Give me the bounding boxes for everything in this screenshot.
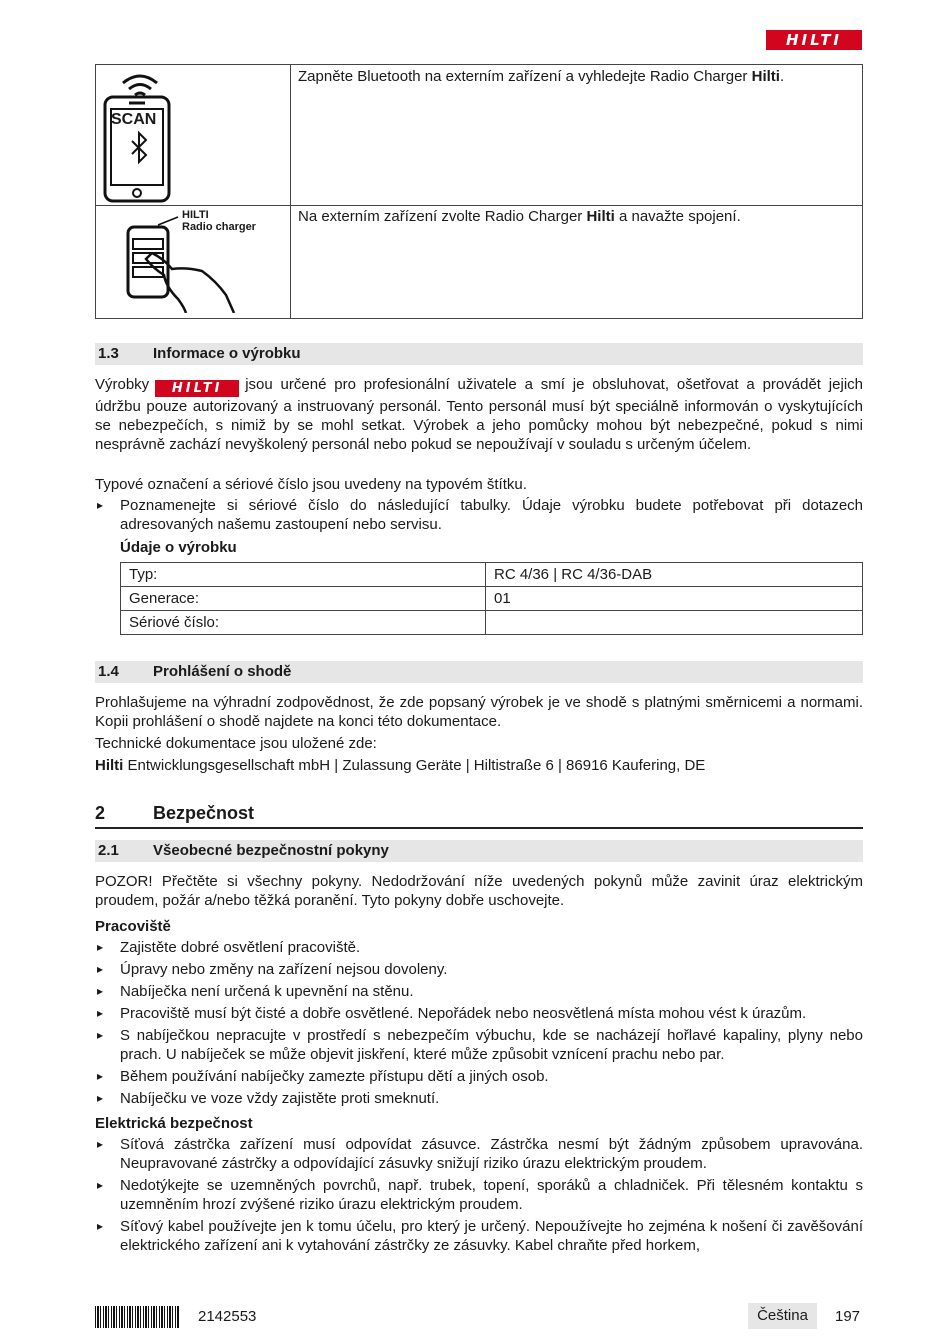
type-label-paragraph: Typové označení a sériové číslo jsou uvedeny na typovém štítku. <box>95 476 527 493</box>
table-cell-label: Generace: <box>121 587 486 611</box>
list-item: ▸ Poznamenejte si sériové číslo do následující tabulky. Údaje výrobku budete potřebovat při dotazech adresovaných našemu zastoupení nebo servisu. <box>95 496 863 534</box>
electrical-safety-subheading: Elektrická bezpečnost <box>95 1115 253 1132</box>
list-item: ▸ Nabíječka není určená k upevnění na stěnu. <box>95 982 863 1001</box>
list-item: ▸ Úpravy nebo změny na zařízení nejsou dovoleny. <box>95 960 863 979</box>
document-number: 2142553 <box>198 1308 257 1325</box>
serial-note-list <box>95 496 863 537</box>
phone-scan-icon <box>101 67 179 203</box>
workplace-list <box>95 938 863 1111</box>
list-item: ▸ S nabíječkou nepracujte v prostředí s nebezpečím výbuchu, kde se nacházejí hořlavé kapaliny, plyny nebo prach. U nabíječek se může objevit jiskření, které může způsobit vznícení prachu nebo par. <box>95 1026 863 1064</box>
list-item: ▸ Síťový kabel používejte jen k tomu účelu, pro který je určený. Nepoužívejte ho zejména k nošení či zavěšování elektrického zařízení ani k vytahování zástrčky ze zásuvky. Kabel chraňte před horkem, <box>95 1217 863 1255</box>
page-number: 197 <box>835 1308 861 1325</box>
section-heading-1-3: 1.3 Informace o výrobku <box>95 343 863 365</box>
table-cell-value: 01 <box>486 587 863 611</box>
product-data-title: Údaje o výrobku <box>120 539 237 556</box>
tech-docs-paragraph: Technické dokumentace jsou uložené zde: <box>95 735 377 752</box>
list-item: ▸ Síťová zástrčka zařízení musí odpovídat zásuvce. Zástrčka nesmí být žádným způsobem upravována. Neupravované zástrčky a odpovídající zásuvky snižují riziko úrazu elektrickým proudem. <box>95 1135 863 1173</box>
step-1-text: Zapněte Bluetooth na externím zařízení a vyhledejte Radio Charger Hilti. <box>298 68 785 85</box>
list-item: ▸ Během používání nabíječky zamezte přístupu dětí a jiných osob. <box>95 1067 863 1086</box>
safety-intro-paragraph: POZOR! Přečtěte si všechny pokyny. Nedodržování níže uvedených pokynů může zavinit úraz elektrickým proudem, požár a/nebo těžká poranění. Tyto pokyny dobře uschovejte. <box>95 873 863 909</box>
section-heading-2-1: 2.1 Všeobecné bezpečnostní pokyny <box>95 840 863 862</box>
hilti-logo: HILTI <box>766 30 862 50</box>
barcode-icon <box>95 1306 179 1328</box>
setup-steps-table <box>95 64 863 319</box>
list-item: ▸ Zajistěte dobré osvětlení pracoviště. <box>95 938 863 957</box>
scan-label: SCAN <box>111 111 157 128</box>
hilti-radio-charger-caption: HILTI Radio charger <box>182 209 256 233</box>
language-label: Čeština <box>748 1303 817 1329</box>
hilti-inline-logo: HILTI <box>155 380 239 397</box>
address-line: Hilti Entwicklungsgesellschaft mbH | Zulassung Geräte | Hiltistraße 6 | 86916 Kaufering, DE <box>95 757 706 774</box>
product-info-paragraph: Výrobky HILTI jsou určené pro profesionální uživatele a smí je obsluhovat, ošetřovat a provádět jejich údržbu pouze autorizovaný a instruovaný personál. Tento personál musí být speciálně informován o vyskytujících se nebezpečích, s nimiž by se mohl setkat. Výrobek a jeho pomůcky mohou být nebezpečné, pokud s nimi nesprávně zachází nevyškolený personál nebo pokud se nepoužívají v souladu s určeným účelem. <box>95 376 863 453</box>
table-cell-value <box>486 611 863 635</box>
table-row <box>121 563 863 587</box>
list-item: ▸ Nabíječku ve voze vždy zajistěte proti smeknutí. <box>95 1089 863 1108</box>
list-item: ▸ Nedotýkejte se uzemněných povrchů, např. trubek, topení, sporáků a chladniček. Při tělesném kontaktu s uzemněním hrozí zvýšené riziko úrazu elektrickým proudem. <box>95 1176 863 1214</box>
section-heading-1-4: 1.4 Prohlášení o shodě <box>95 661 863 683</box>
conformity-paragraph: Prohlašujeme na výhradní zodpovědnost, že zde popsaný výrobek je ve shodě s platnými směrnicemi a normami. Kopii prohlášení o shodě najdete na konci této dokumentace. <box>95 694 863 730</box>
table-cell-label: Typ: <box>121 563 486 587</box>
table-row <box>121 587 863 611</box>
chapter-heading-2: 2 Bezpečnost <box>95 801 863 829</box>
list-item: ▸ Pracoviště musí být čisté a dobře osvětlené. Nepořádek nebo neosvětlená místa mohou vést k úrazům. <box>95 1004 863 1023</box>
product-data-table <box>120 562 863 635</box>
step-2-text: Na externím zařízení zvolte Radio Charger Hilti a navažte spojení. <box>298 208 741 225</box>
table-row <box>121 611 863 635</box>
table-cell-value: RC 4/36 | RC 4/36-DAB <box>486 563 863 587</box>
electrical-safety-list <box>95 1135 863 1258</box>
table-cell-label: Sériové číslo: <box>121 611 486 635</box>
workplace-subheading: Pracoviště <box>95 918 171 935</box>
